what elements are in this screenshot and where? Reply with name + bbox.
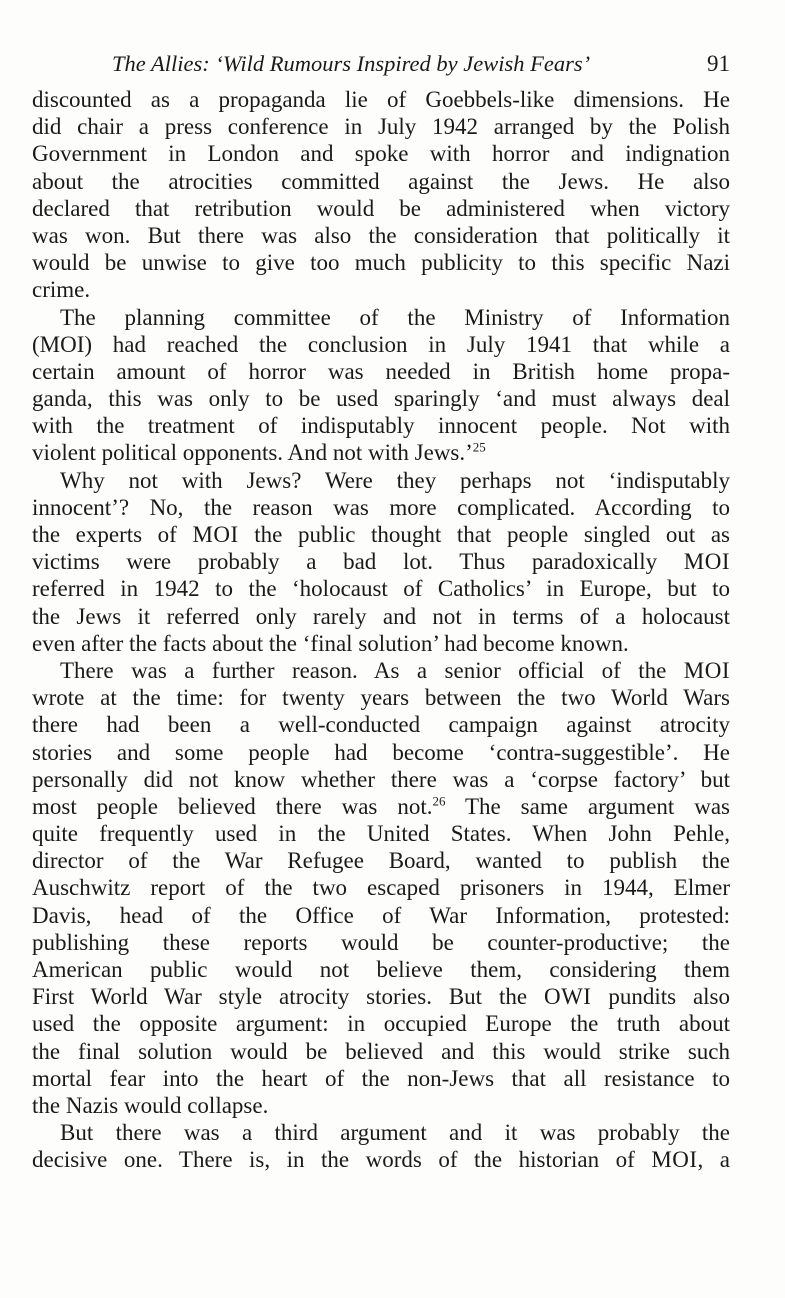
text-segment: violent political opponents. And not with Jews.’ bbox=[32, 440, 473, 466]
text-line: (MOI) had reached the conclusion in July 1941 that while a bbox=[32, 331, 730, 357]
text-line: used the opposite argument: in occupied Europe the truth about bbox=[32, 1011, 730, 1037]
text-line: Why not with Jews? Were they perhaps not ‘indisputably bbox=[60, 467, 730, 493]
text-line: referred in 1942 to the ‘holocaust of Catholics’ in Europe, but to bbox=[32, 576, 730, 602]
text-line: mortal fear into the heart of the non-Jews that all resistance to bbox=[32, 1065, 730, 1091]
abbreviation: MOI bbox=[651, 1147, 698, 1173]
text-line: the Nazis would collapse. bbox=[32, 1092, 269, 1118]
abbreviation: MOI bbox=[683, 657, 731, 683]
text-line: personally did not know whether there was a ‘corpse factory’ but bbox=[32, 766, 730, 792]
text-line: wrote at the time: for twenty years between the two World Wars bbox=[32, 685, 730, 711]
text-line: American public would not believe them, considering them bbox=[32, 957, 730, 982]
text-segment: There was a further reason. As a senior official of the bbox=[60, 657, 667, 683]
abbreviation: OWI bbox=[543, 984, 592, 1010]
text-line: Davis, head of the Office of War Information, protested: bbox=[32, 902, 730, 928]
text-line bbox=[32, 793, 730, 820]
text-line: about the atrocities committed against the Jews. He also bbox=[32, 168, 730, 194]
text-line: would be unwise to give too much publicity to this specific Nazi bbox=[32, 250, 730, 276]
text-line: certain amount of horror was needed in British home propa- bbox=[32, 358, 730, 384]
text-line bbox=[32, 439, 730, 466]
text-segment: decisive one. There is, in the words of the historian of bbox=[32, 1147, 635, 1173]
footnote-ref: 26 bbox=[432, 793, 446, 809]
text-segment: the experts of bbox=[32, 522, 177, 547]
text-line: director of the War Refugee Board, wanted to publish the bbox=[32, 848, 730, 874]
text-line bbox=[32, 1146, 730, 1173]
text-line bbox=[32, 657, 730, 684]
text-segment: , a bbox=[697, 1147, 731, 1173]
text-line: with the treatment of indisputably innocent people. Not with bbox=[32, 413, 730, 439]
text-segment: pundits also bbox=[608, 984, 730, 1010]
text-segment: the public thought that people singled out as bbox=[254, 522, 731, 547]
text-line: The planning committee of the Ministry of Information bbox=[60, 304, 730, 330]
text-line: crime. bbox=[32, 277, 91, 303]
text-line: declared that retribution would be administered when victory bbox=[32, 195, 730, 221]
text-segment: First World War style atrocity stories. But the bbox=[32, 984, 528, 1010]
text-segment: victims were probably a bad lot. Thus paradoxically bbox=[32, 549, 658, 575]
text-line: stories and some people had become ‘contra-suggestible’. He bbox=[32, 739, 730, 765]
text-line: Auschwitz report of the two escaped prisoners in 1944, Elmer bbox=[32, 875, 730, 901]
footnote-ref: 25 bbox=[472, 439, 486, 455]
text-line: innocent’? No, the reason was more complicated. According to bbox=[32, 494, 730, 520]
text-line: there had been a well-conducted campaign against atrocity bbox=[32, 712, 730, 738]
text-line: the Jews it referred only rarely and not in terms of a holocaust bbox=[32, 603, 730, 629]
text-line: But there was a third argument and it was probably the bbox=[60, 1120, 730, 1146]
text-segment: The same argument was bbox=[464, 793, 730, 819]
abbreviation: MOI bbox=[192, 522, 239, 547]
running-title: The Allies: ‘Wild Rumours Inspired by Jewish Fears’ bbox=[112, 51, 591, 76]
running-head bbox=[30, 47, 730, 81]
text-line: publishing these reports would be counter-productive; the bbox=[32, 929, 730, 955]
abbreviation: MOI bbox=[683, 549, 731, 575]
body-text bbox=[32, 86, 730, 1174]
text-line bbox=[32, 983, 730, 1010]
text-segment: most people believed there was not. bbox=[32, 793, 433, 819]
text-line: the final solution would be believed and this would strike such bbox=[32, 1038, 730, 1064]
text-line: quite frequently used in the United States. When John Pehle, bbox=[32, 821, 730, 847]
text-line: even after the facts about the ‘final solution’ had become known. bbox=[32, 630, 629, 656]
text-line: did chair a press conference in July 1942 arranged by the Polish bbox=[32, 114, 730, 140]
page-number: 91 bbox=[707, 51, 730, 76]
text-line: was won. But there was also the consideration that politically it bbox=[32, 222, 730, 248]
text-line: Government in London and spoke with horror and indignation bbox=[32, 141, 730, 167]
text-line bbox=[32, 548, 730, 575]
text-line: discounted as a propaganda lie of Goebbels-like dimensions. He bbox=[32, 87, 730, 112]
text-line bbox=[32, 521, 730, 548]
text-line: ganda, this was only to be used sparingly ‘and must always deal bbox=[32, 386, 730, 412]
